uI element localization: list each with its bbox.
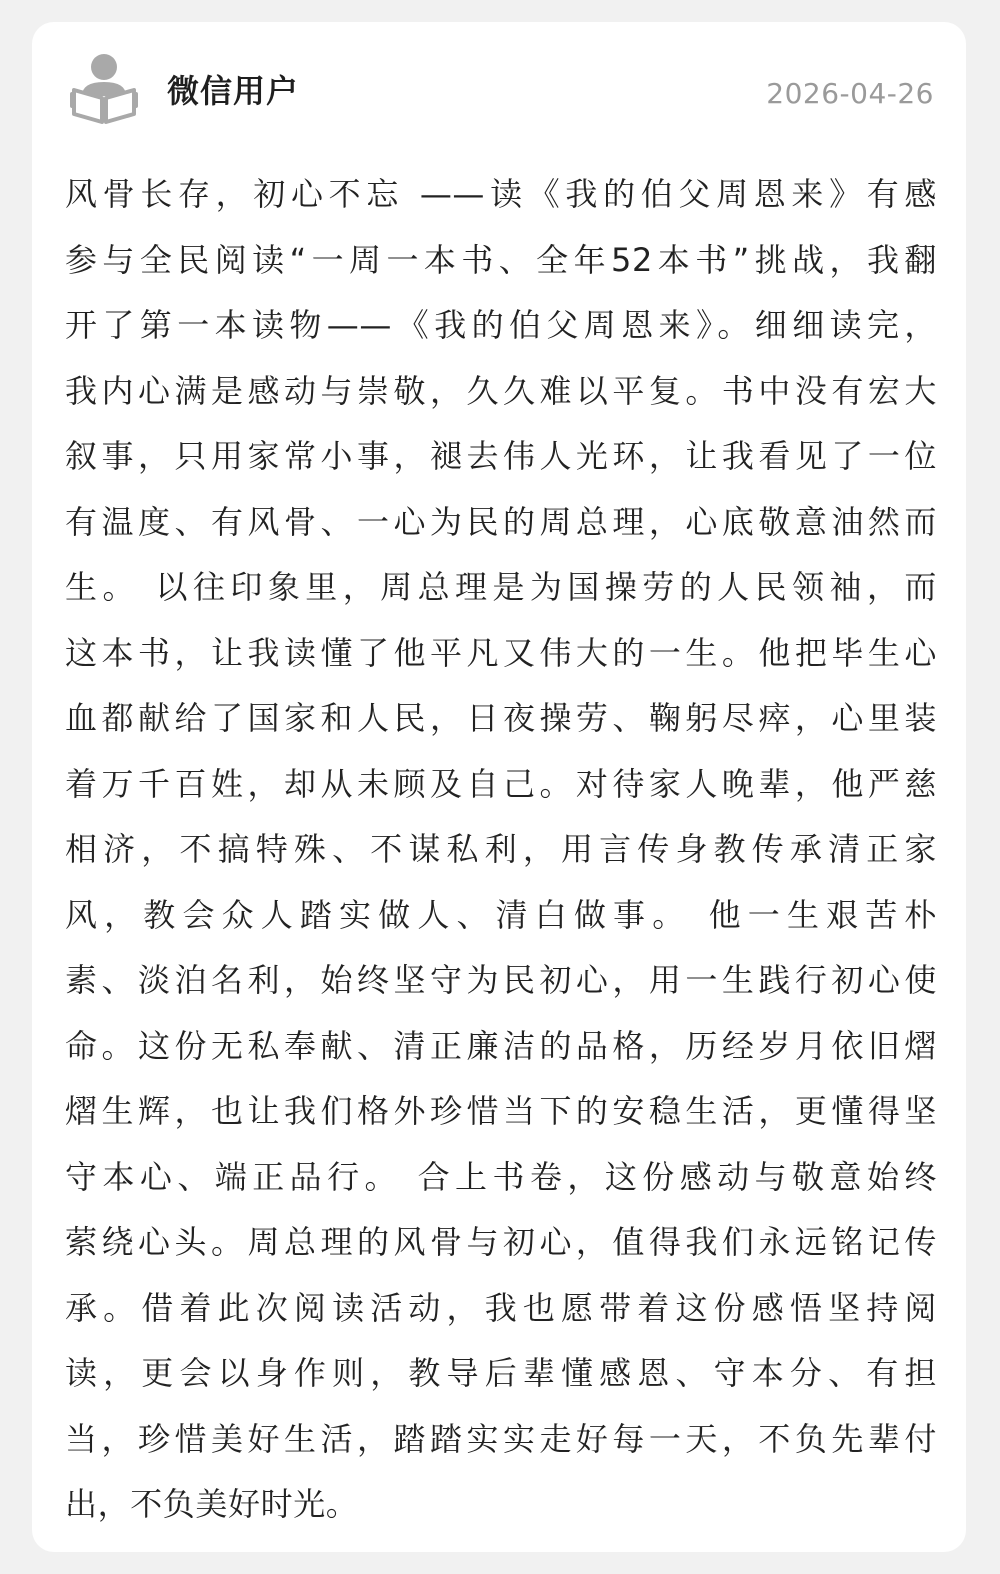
body-line: 守本心、端正品行。 合上书卷，这份感动与敬意始终 — [65, 1157, 937, 1196]
body-line: 开了第一本读物——《我的伯父周恩来》。细细读完， — [65, 306, 937, 344]
body-line: 血都献给了国家和人民，日夜操劳、鞠躬尽瘁，心里装 — [65, 699, 937, 737]
body-line: 读，更会以身作则，教导后辈懂感恩、守本分、有担 — [65, 1354, 937, 1392]
body-line: 熠生辉，也让我们格外珍惜当下的安稳生活，更懂得坚 — [65, 1092, 937, 1130]
body-line: 素、淡泊名利，始终坚守为民初心，用一生践行初心使 — [65, 961, 937, 999]
body-line: 有温度、有风骨、一心为民的周总理，心底敬意油然而 — [65, 502, 937, 541]
post-card — [32, 22, 966, 1552]
body-line: 相济，不搞特殊、不谋私利，用言传身教传承清正家 — [65, 830, 937, 868]
username[interactable]: 微信用户 — [167, 72, 300, 110]
post-header — [32, 22, 966, 142]
body-line: 风骨长存，初心不忘 ——读《我的伯父周恩来》有感 — [65, 175, 937, 213]
body-line: 参与全民阅读“一周一本书、全年52本书”挑战，我翻 — [65, 240, 937, 279]
body-line: 这本书，让我读懂了他平凡又伟大的一生。他把毕生心 — [65, 633, 937, 672]
body-line: 生。 以往印象里，周总理是为国操劳的人民领袖，而 — [65, 568, 937, 606]
body-line: 命。这份无私奉献、清正廉洁的品格，历经岁月依旧熠 — [65, 1026, 937, 1065]
body-line: 承。借着此次阅读活动，我也愿带着这份感悟坚持阅 — [65, 1288, 937, 1327]
post-body — [65, 162, 937, 1538]
body-line: 叙事，只用家常小事，褪去伟人光环，让我看见了一位 — [65, 437, 937, 475]
post-date: 2026-04-26 — [766, 77, 934, 110]
body-line: 我内心满是感动与崇敬，久久难以平复。书中没有宏大 — [65, 371, 937, 410]
body-line: 当，珍惜美好生活，踏踏实实走好每一天，不负先辈付 — [65, 1419, 937, 1458]
reader-avatar-icon[interactable] — [70, 52, 138, 124]
body-line: 萦绕心头。周总理的风骨与初心，值得我们永远铭记传 — [65, 1223, 937, 1261]
body-line: 出，不负美好时光。 — [65, 1485, 359, 1523]
body-line: 风，教会众人踏实做人、清白做事。 他一生艰苦朴 — [65, 895, 937, 934]
body-line: 着万千百姓，却从未顾及自己。对待家人晚辈，他严慈 — [65, 764, 937, 803]
